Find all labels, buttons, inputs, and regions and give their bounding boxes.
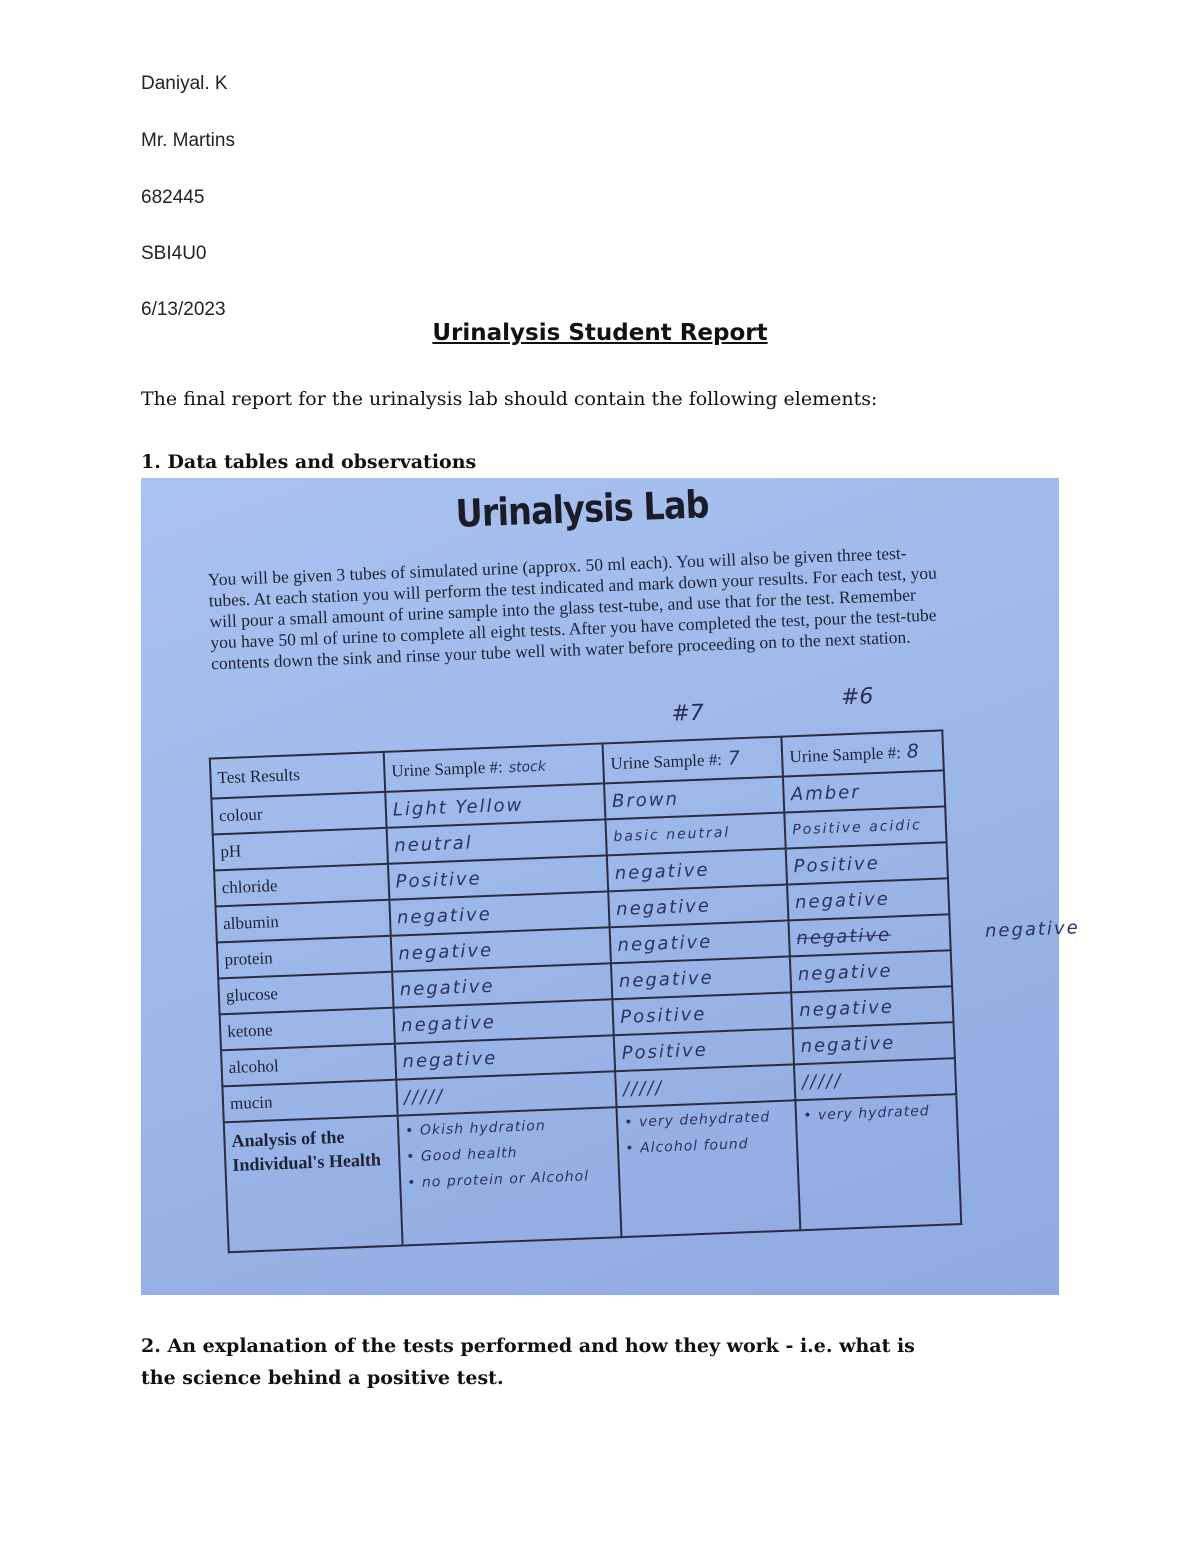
test-result: neutral (387, 819, 608, 863)
test-result: basic neutral (606, 813, 786, 856)
analysis-cell (398, 1107, 622, 1245)
lab-sheet-photo (141, 478, 1081, 1295)
test-result: negative (793, 1022, 955, 1064)
test-result: negative (389, 891, 610, 935)
report-title: Urinalysis Student Report (432, 320, 768, 346)
test-name: protein (217, 936, 392, 979)
test-result: Positive (614, 1028, 794, 1071)
test-result: negative (792, 986, 954, 1028)
intro-text: The final report for the urinalysis lab should contain the following elements: (141, 388, 878, 410)
student-number: 682445 (141, 187, 205, 208)
teacher-name: Mr. Martins (141, 130, 235, 151)
test-name: albumin (215, 900, 390, 943)
test-name: mucin (222, 1080, 397, 1123)
test-result: negative (394, 999, 615, 1043)
test-result: negative (391, 927, 612, 971)
test-name: chloride (214, 864, 389, 907)
report-date: 6/13/2023 (141, 299, 226, 320)
section-heading-1: 1. Data tables and observations (141, 451, 477, 473)
analysis-cell (796, 1094, 962, 1230)
test-result: Brown (604, 777, 784, 820)
test-name: alcohol (221, 1044, 396, 1087)
test-result: ///// (615, 1064, 795, 1107)
analysis-row (224, 1094, 961, 1252)
test-result: Positive (388, 855, 609, 899)
test-name: glucose (218, 972, 393, 1015)
test-result: negative (611, 956, 791, 999)
results-table (209, 729, 962, 1253)
test-result: negative (789, 914, 951, 956)
test-result: negative (392, 963, 613, 1007)
column-header-label: Urine Sample #: (610, 749, 723, 774)
handwritten-mark: #7 (670, 700, 705, 727)
column-header (782, 730, 944, 776)
student-name: Daniyal. K (141, 73, 228, 94)
analysis-note: • no protein or Alcohol (406, 1168, 590, 1192)
course-code: SBI4U0 (141, 243, 207, 264)
lab-sheet-instructions: You will be given 3 tubes of simulated urine (approx. 50 ml each). You will also be given three test-tubes. At each station you will perform the test indicated and mark down your results. For each test, you will pour a small amount of urine sample into the glass test-tube, and use that for the test. Remember you have 50 ml of urine to complete all eight tests. After you have completed the test, pour the test-tube contents down the sink and rinse your tube well with water before proceeding on to the next station. (207, 542, 938, 674)
test-result: negative (610, 920, 790, 963)
test-result: Amber (783, 770, 945, 812)
section-heading-2: 2. An explanation of the tests performed and how they work - i.e. what is the science behind a positive test. (141, 1335, 915, 1389)
test-result: negative (790, 950, 952, 992)
test-result: Light Yellow (385, 783, 606, 827)
analysis-note: • Good health (405, 1145, 518, 1166)
test-name: colour (211, 792, 386, 835)
column-header-label: Urine Sample #: (789, 743, 902, 767)
analysis-note: • very dehydrated (624, 1109, 771, 1131)
test-name: ketone (220, 1008, 395, 1051)
analysis-note: • very hydrated (802, 1103, 930, 1125)
test-result: negative (395, 1035, 616, 1079)
sample-number: stock (508, 758, 547, 777)
handwritten-mark: #6 (840, 684, 874, 711)
sample-number: 7 (727, 747, 741, 770)
sample-number: 8 (906, 740, 920, 763)
test-result: negative (787, 878, 949, 920)
column-header-label: Urine Sample #: (391, 757, 504, 781)
analysis-note: • Alcohol found (625, 1136, 749, 1157)
column-header: Test Results (210, 752, 385, 799)
analysis-label: Analysis of the Individual's Health (224, 1116, 403, 1253)
analysis-note: • Okish hydration (404, 1117, 547, 1140)
test-result: negative (609, 884, 789, 927)
lab-sheet (193, 469, 1081, 1298)
test-name: pH (213, 828, 388, 871)
lab-sheet-title: Urinalysis Lab (454, 482, 710, 536)
margin-note: negative (984, 917, 1081, 942)
test-result: ///// (396, 1071, 617, 1115)
test-result: ///// (794, 1058, 956, 1100)
test-result: Positive (786, 842, 948, 884)
test-result: Positive (613, 992, 793, 1035)
column-header (603, 737, 783, 784)
analysis-cell (617, 1100, 801, 1237)
test-result: negative (607, 849, 787, 892)
test-result: Positive acidic (785, 806, 947, 848)
